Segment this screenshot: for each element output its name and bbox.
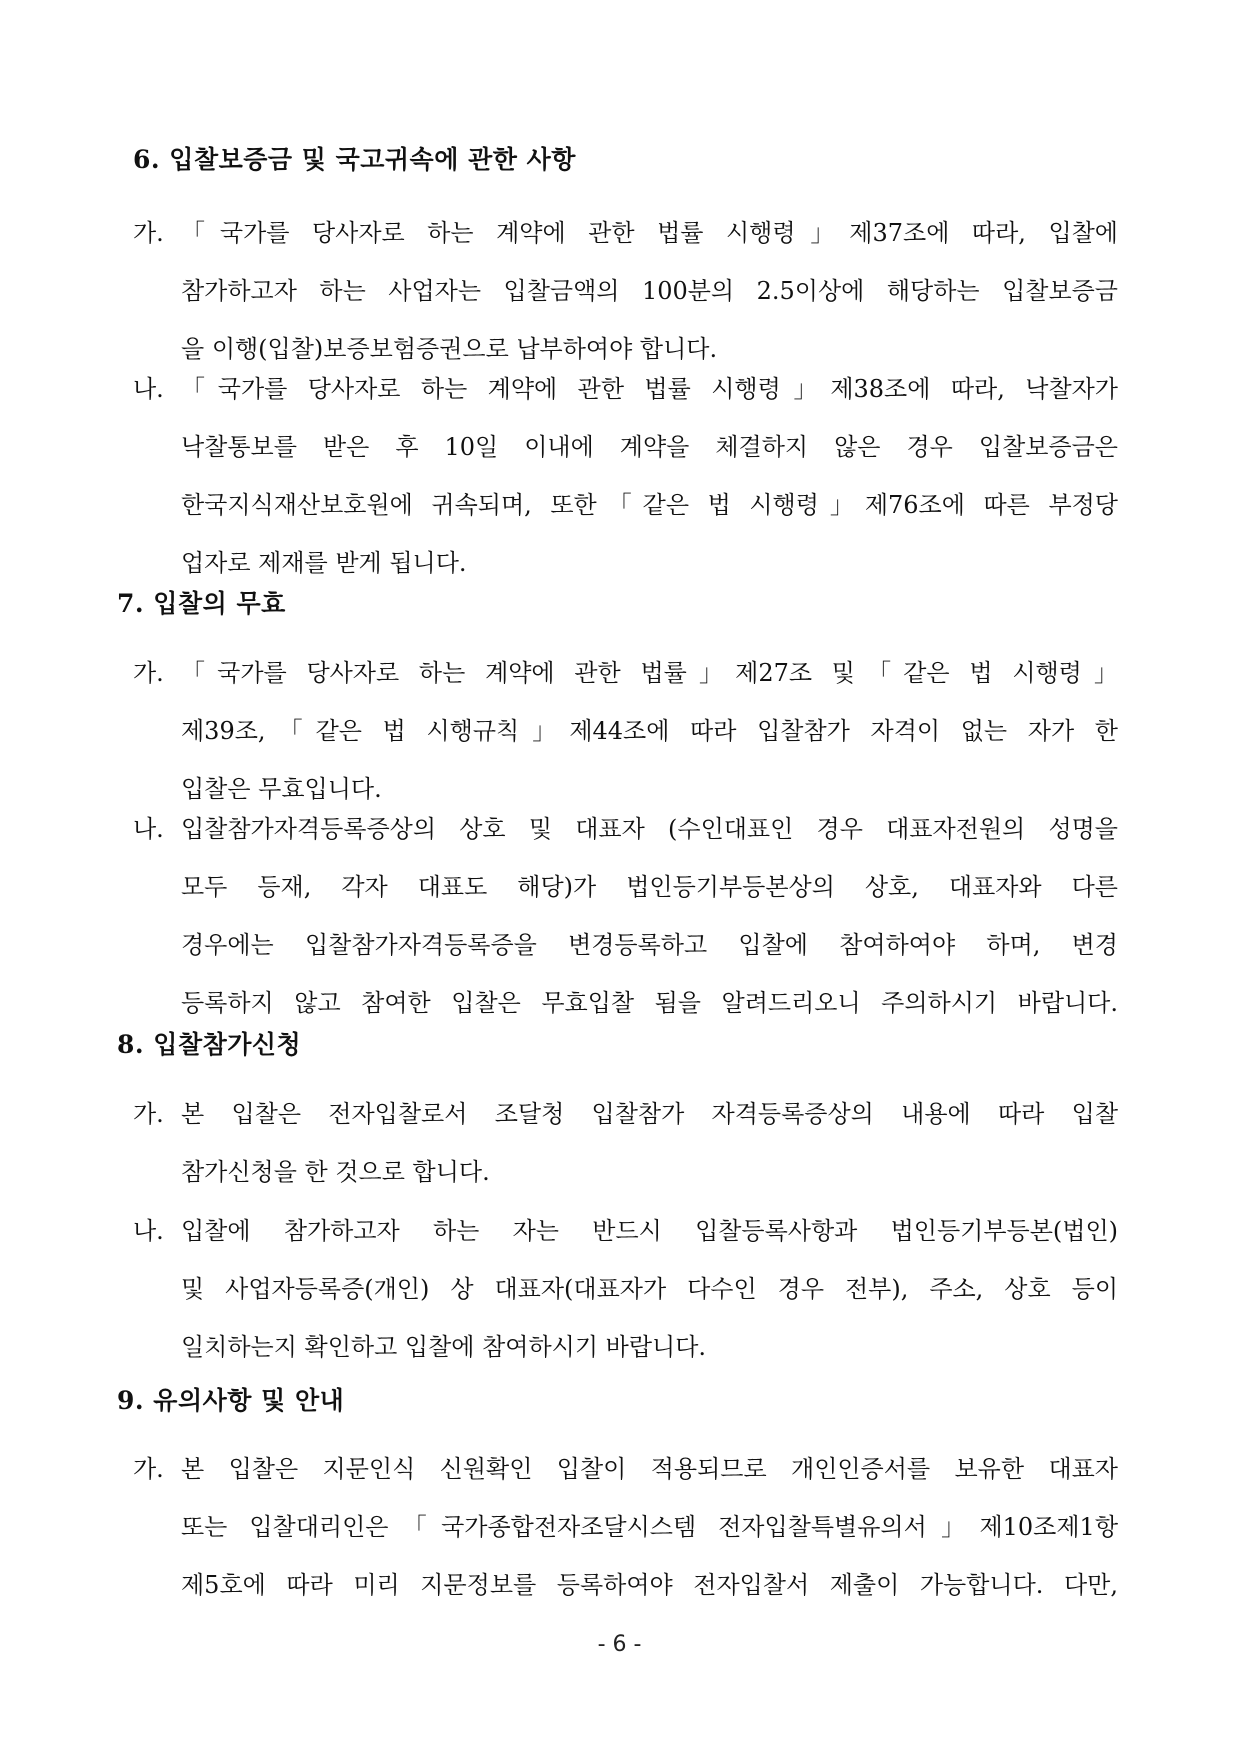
text-line: 입찰에 참가하고자 하는 자는 반드시 입찰등록사항과 법인등기부등본(법인) bbox=[181, 1217, 1118, 1245]
text-line: 입찰은 무효입니다. bbox=[181, 775, 382, 803]
item-text bbox=[181, 1085, 1118, 1201]
item-text bbox=[181, 360, 1118, 592]
text-line: 「국가를 당사자로 하는 계약에 관한 법률 시행령」제37조에 따라, 입찰에 bbox=[181, 219, 1118, 247]
item-marker: 나. bbox=[133, 375, 164, 403]
text-line: 을 이행(입찰)보증보험증권으로 납부하여야 합니다. bbox=[181, 335, 718, 363]
section-heading: 7. 입찰의 무효 bbox=[117, 589, 286, 618]
text-line: 「국가를 당사자로 하는 계약에 관한 법률」제27조 및「같은 법 시행령」 bbox=[181, 659, 1118, 687]
item-marker: 가. bbox=[133, 1455, 164, 1483]
text-line: 및 사업자등록증(개인) 상 대표자(대표자가 다수인 경우 전부), 주소, 상호 등이 bbox=[181, 1275, 1118, 1303]
item-marker: 나. bbox=[133, 815, 164, 843]
text-line: 업자로 제재를 받게 됩니다. bbox=[181, 549, 467, 577]
section-heading: 6. 입찰보증금 및 국고귀속에 관한 사항 bbox=[133, 145, 576, 174]
text-line: 본 입찰은 지문인식 신원확인 입찰이 적용되므로 개인인증서를 보유한 대표자 bbox=[181, 1455, 1118, 1483]
item-marker: 가. bbox=[133, 659, 164, 687]
text-line: 본 입찰은 전자입찰로서 조달청 입찰참가 자격등록증상의 내용에 따라 입찰 bbox=[181, 1100, 1118, 1128]
item-marker: 가. bbox=[133, 1100, 164, 1128]
section-heading: 9. 유의사항 및 안내 bbox=[117, 1386, 345, 1415]
item-text bbox=[181, 800, 1118, 1032]
text-line: 낙찰통보를 받은 후 10일 이내에 계약을 체결하지 않은 경우 입찰보증금은 bbox=[181, 433, 1118, 461]
text-line: 모두 등재, 각자 대표도 해당)가 법인등기부등본상의 상호, 대표자와 다른 bbox=[181, 873, 1118, 901]
item-marker: 가. bbox=[133, 219, 164, 247]
text-line: 입찰참가자격등록증상의 상호 및 대표자 (수인대표인 경우 대표자전원의 성명을 bbox=[181, 815, 1118, 843]
item-text bbox=[181, 644, 1118, 818]
item-text bbox=[181, 204, 1118, 378]
text-line: 제39조,「같은 법 시행규칙」제44조에 따라 입찰참가 자격이 없는 자가 한 bbox=[181, 717, 1118, 745]
text-line: 또는 입찰대리인은「국가종합전자조달시스템 전자입찰특별유의서」제10조제1항 bbox=[181, 1513, 1118, 1541]
text-line: 경우에는 입찰참가자격등록증을 변경등록하고 입찰에 참여하여야 하며, 변경 bbox=[181, 931, 1118, 959]
text-line: 등록하지 않고 참여한 입찰은 무효입찰 됨을 알려드리오니 주의하시기 바랍니다. bbox=[181, 989, 1118, 1017]
text-line: 일치하는지 확인하고 입찰에 참여하시기 바랍니다. bbox=[181, 1333, 707, 1361]
text-line: 참가하고자 하는 사업자는 입찰금액의 100분의 2.5이상에 해당하는 입찰보증금 bbox=[181, 277, 1118, 305]
text-line: 「국가를 당사자로 하는 계약에 관한 법률 시행령」제38조에 따라, 낙찰자가 bbox=[181, 375, 1118, 403]
item-text bbox=[181, 1202, 1118, 1376]
page-number: - 6 - bbox=[597, 1632, 642, 1657]
text-line: 한국지식재산보호원에 귀속되며, 또한「같은 법 시행령」제76조에 따른 부정당 bbox=[181, 491, 1118, 519]
section-heading: 8. 입찰참가신청 bbox=[117, 1030, 302, 1059]
item-marker: 나. bbox=[133, 1217, 164, 1245]
item-text bbox=[181, 1440, 1118, 1614]
text-line: 제5호에 따라 미리 지문정보를 등록하여야 전자입찰서 제출이 가능합니다. 다만, bbox=[181, 1571, 1118, 1599]
text-line: 참가신청을 한 것으로 합니다. bbox=[181, 1158, 490, 1186]
